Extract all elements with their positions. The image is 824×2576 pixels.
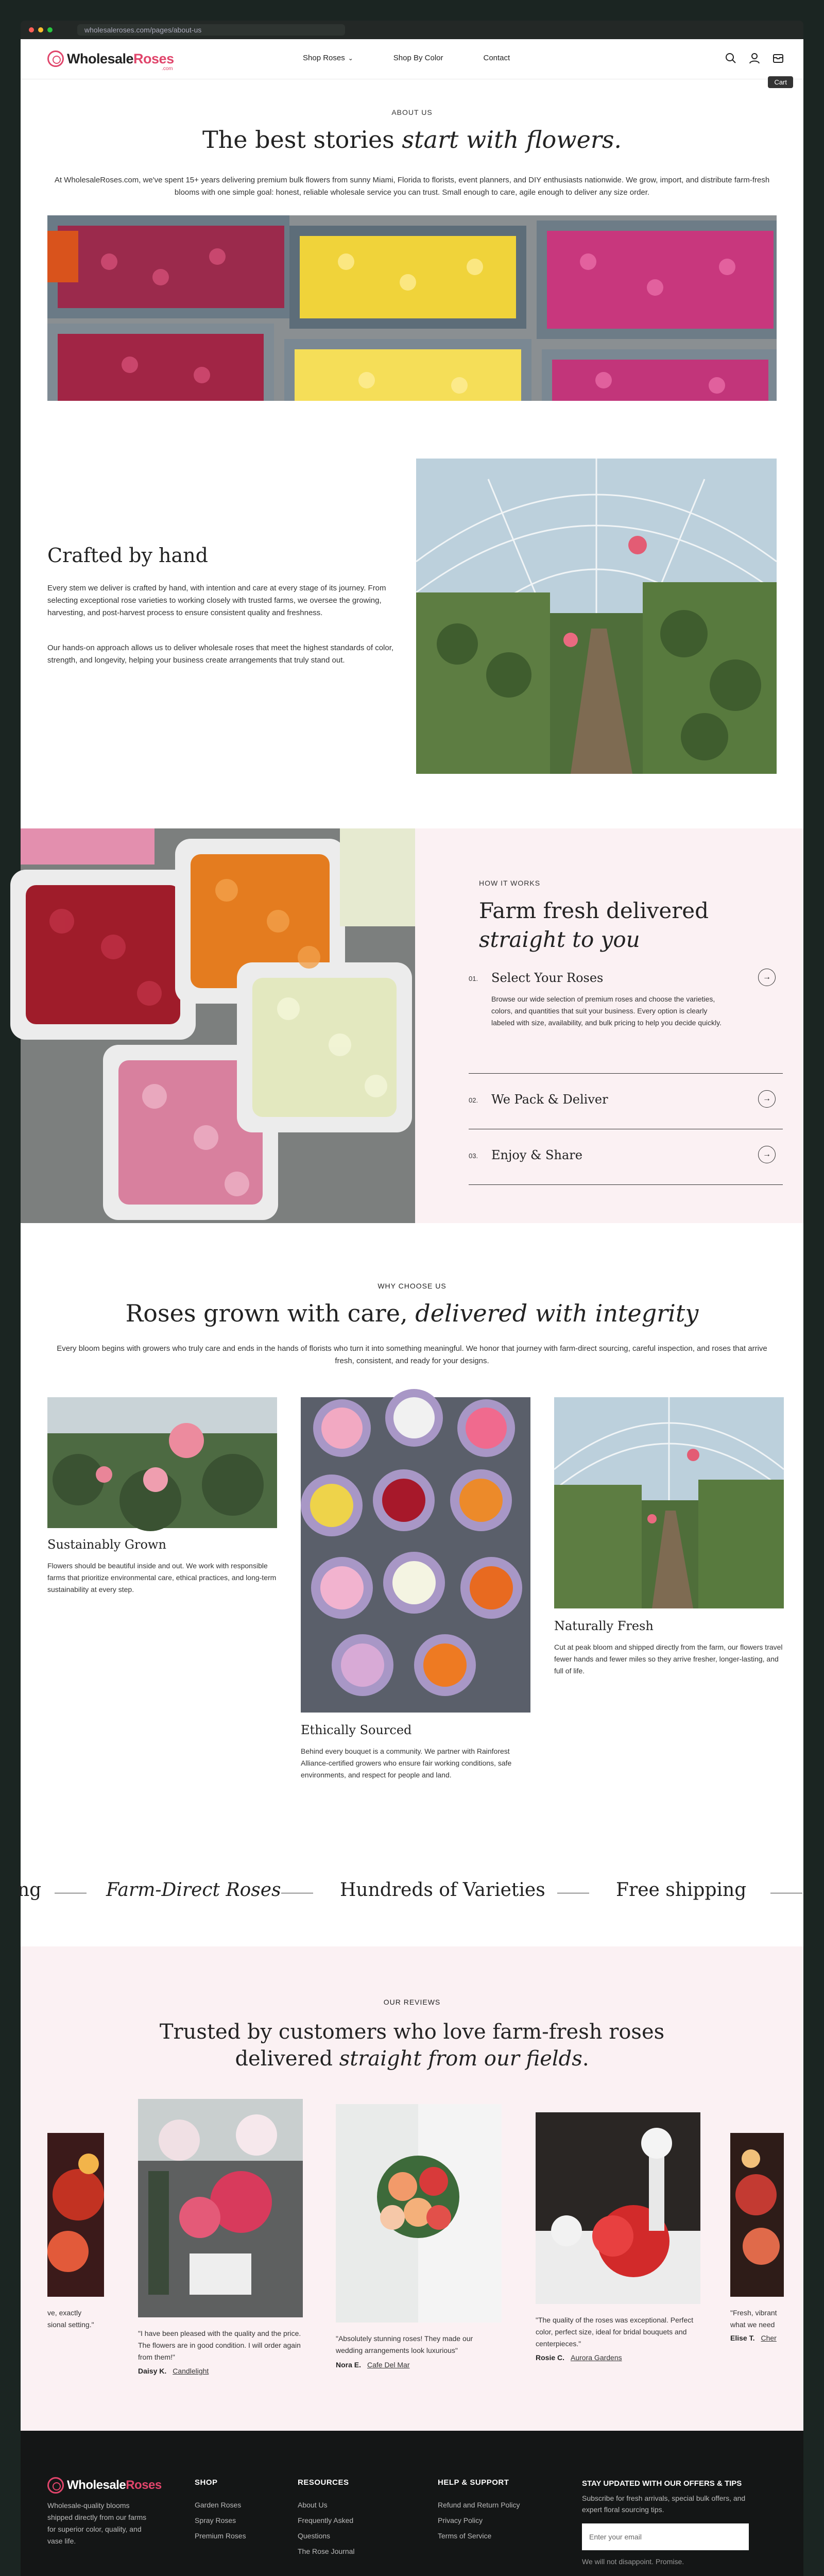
- reviews-eyebrow: OUR REVIEWS: [383, 1998, 441, 2006]
- review-author: Nora E. Cafe Del Mar: [336, 2361, 410, 2369]
- review-company-link[interactable]: Candlelight: [173, 2367, 209, 2375]
- step-we-pack-and-deliver[interactable]: 02. We Pack & Deliver →: [469, 1074, 783, 1129]
- review-image: [138, 2099, 303, 2317]
- footer-link[interactable]: Frequently Asked: [298, 2516, 354, 2524]
- review-text: "Absolutely stunning roses! They made our wedding arrangements look luxurious": [336, 2334, 473, 2354]
- cart-icon[interactable]: [772, 53, 784, 64]
- how-title: Farm fresh delivered straight to you: [479, 898, 709, 952]
- footer-link[interactable]: Terms of Service: [438, 2532, 492, 2540]
- rose-logo-icon: [47, 50, 64, 67]
- rose-boxes-banner-image: [47, 215, 777, 401]
- reviews-section: [21, 1946, 803, 2431]
- footer-link[interactable]: Privacy Policy: [438, 2516, 483, 2524]
- card-title-ethically-sourced: Ethically Sourced: [301, 1723, 412, 1737]
- nav-contact[interactable]: Contact: [483, 54, 510, 62]
- review-text: "The quality of the roses was exceptional. Perfect color, perfect size, ideal for bridal bouquets and centerpieces.": [536, 2316, 694, 2348]
- how-it-works-section: [21, 828, 803, 1223]
- step-select-your-roses[interactable]: 01. Select Your Roses → Browse our wide selection of premium roses and choose the varieties, colors, and quantities that suit your business. Every option is clearly labeled with size, availability, and bulk pricing to help you decide quickly.: [469, 971, 783, 1074]
- review-company-link[interactable]: Cher: [761, 2334, 777, 2342]
- card-text-ethically-sourced: Behind every bouquet is a community. We partner with Rainforest Alliance-certified growers who ensure fair working conditions, safe environments, and respect for people and land.: [301, 1747, 512, 1779]
- review-author: Elise T. Cher: [730, 2334, 777, 2342]
- review-image: [730, 2133, 784, 2297]
- review-author: Daisy K. Candlelight: [138, 2367, 209, 2375]
- review-image: [47, 2133, 104, 2297]
- header-icons: [725, 53, 784, 64]
- logo-wordmark-wholesale: Wholesale: [67, 50, 134, 66]
- review-text: "Fresh, vibrant what we need: [730, 2309, 777, 2329]
- step-enjoy-and-share[interactable]: 03. Enjoy & Share →: [469, 1129, 783, 1185]
- cart-tooltip: Cart: [768, 76, 793, 88]
- card-title-naturally-fresh: Naturally Fresh: [554, 1619, 654, 1633]
- review-company-link[interactable]: Aurora Gardens: [571, 2353, 622, 2362]
- review-image: [336, 2104, 502, 2323]
- marquee-item: Farm-Direct Roses: [106, 1879, 281, 1901]
- review-company-link[interactable]: Cafe Del Mar: [367, 2361, 410, 2369]
- why-eyebrow: WHY CHOOSE US: [377, 1282, 447, 1290]
- review-author: Rosie C. Aurora Gardens: [536, 2353, 622, 2362]
- marquee-item: Free shipping: [616, 1879, 747, 1901]
- marquee-item: Hundreds of Varieties: [340, 1879, 545, 1901]
- footer-logo[interactable]: WholesaleRoses: [47, 2477, 162, 2494]
- how-eyebrow: HOW IT WORKS: [479, 879, 541, 887]
- newsletter: STAY UPDATED WITH OUR OFFERS & TIPS Subscribe for fresh arrivals, special bulk offers, and expert floral sourcing tips. Enter your email We will not disappoint. Promise.: [582, 2478, 757, 2566]
- why-text: Every bloom begins with growers who truly care and ends in the hands of florists who turn it into something meaningful. We honor that journey with farm-direct sourcing, careful inspection, and roses that arrive fresh, consistent, and ready for your designs.: [57, 1344, 767, 1365]
- minimize-window-dot[interactable]: [38, 27, 43, 32]
- page: [18, 39, 803, 2576]
- nav-shop-by-color[interactable]: Shop By Color: [393, 54, 443, 62]
- site-footer: [21, 2431, 803, 2576]
- naturally-fresh-image: [554, 1397, 784, 1608]
- ethically-sourced-image: [301, 1397, 530, 1713]
- footer-help-column: HELP & SUPPORT Refund and Return Policy Privacy Policy Terms of Service: [438, 2478, 520, 2544]
- search-icon[interactable]: [725, 53, 736, 64]
- rose-logo-icon: [47, 2477, 64, 2494]
- newsletter-email-input[interactable]: Enter your email: [582, 2523, 749, 2550]
- footer-link[interactable]: The Rose Journal: [298, 2547, 355, 2555]
- site-header: [21, 39, 803, 79]
- maximize-window-dot[interactable]: [47, 27, 53, 32]
- feature-marquee: [18, 1879, 803, 1906]
- arrow-right-icon[interactable]: →: [758, 1090, 776, 1108]
- address-bar[interactable]: wholesaleroses.com/pages/about-us: [77, 24, 345, 36]
- footer-link[interactable]: Premium Roses: [195, 2532, 246, 2540]
- footer-description: Wholesale-quality blooms shipped directly from our farms for superior color, quality, and vase life.: [47, 2501, 147, 2545]
- footer-link[interactable]: Spray Roses: [195, 2516, 236, 2524]
- footer-link[interactable]: About Us: [298, 2501, 328, 2509]
- card-text-sustainably-grown: Flowers should be beautiful inside and out. We work with responsible farms that prioritize environmental care, ethical practices, and long-term sustainability at every step.: [47, 1562, 277, 1594]
- chevron-down-icon: ⌄: [348, 55, 353, 62]
- about-title: The best stories start with flowers.: [202, 126, 622, 154]
- footer-link[interactable]: Garden Roses: [195, 2501, 242, 2509]
- logo-wordmark-roses: Roses: [133, 50, 174, 66]
- sustainably-grown-image: [47, 1397, 277, 1528]
- main-nav: [303, 54, 510, 62]
- browser-toolbar: [21, 21, 803, 39]
- crafted-title: Crafted by hand: [47, 544, 208, 567]
- logo-com: .com: [161, 66, 173, 72]
- footer-resources-column: RESOURCES About Us Frequently Asked Questions The Rose Journal: [298, 2478, 355, 2559]
- review-image: [536, 2112, 700, 2304]
- footer-shop-column: SHOP Garden Roses Spray Roses Premium Roses: [195, 2478, 246, 2544]
- card-title-sustainably-grown: Sustainably Grown: [47, 1537, 166, 1552]
- crafted-paragraph-2: Our hands-on approach allows us to deliver wholesale roses that meet the highest standards of color, strength, and longevity, helping your business create arrangements that truly stand out.: [47, 643, 394, 665]
- why-title: Roses grown with care, delivered with integrity: [125, 1299, 699, 1327]
- marquee-item: ng: [18, 1879, 42, 1901]
- arrow-right-icon[interactable]: →: [758, 969, 776, 986]
- close-window-dot[interactable]: [29, 27, 34, 32]
- rose-crates-image: [21, 828, 415, 1223]
- site-logo[interactable]: [47, 50, 174, 72]
- review-text: "I have been pleased with the quality and the price. The flowers are in good condition. I will order again from them!": [138, 2329, 301, 2361]
- review-text: ve, exactly sional setting.": [47, 2309, 94, 2329]
- nav-shop-roses[interactable]: Shop Roses ⌄: [303, 54, 353, 62]
- greenhouse-rose-image: [416, 459, 777, 774]
- footer-link[interactable]: Refund and Return Policy: [438, 2501, 520, 2509]
- about-text: At WholesaleRoses.com, we've spent 15+ years delivering premium bulk flowers from sunny Miami, Florida to florists, event planners, and DIY enthusiasts nationwide. We grow, import, and distribute farm-fresh blooms with one simple goal: honest, reliable wholesale service you can trust. Small enough to care, agile enough to deliver any size order.: [54, 176, 770, 197]
- about-eyebrow: ABOUT US: [391, 108, 433, 116]
- crafted-paragraph-1: Every stem we deliver is crafted by hand, with intention and care at every stage of its journey. From selecting exceptional rose varieties to working closely with trusted farms, we oversee the growing, harvesting, and post-harvest process to ensure consistent quality and freshness.: [47, 584, 386, 617]
- footer-link[interactable]: Questions: [298, 2532, 331, 2540]
- arrow-right-icon[interactable]: →: [758, 1146, 776, 1163]
- account-icon[interactable]: [749, 53, 760, 64]
- reviews-title: Trusted by customers who love farm-fresh roses delivered straight from our fields.: [159, 2020, 665, 2071]
- card-text-naturally-fresh: Cut at peak bloom and shipped directly from the farm, our flowers travel fewer hands and fewer miles so they arrive fresher, longer-lasting, and full of life.: [554, 1643, 783, 1675]
